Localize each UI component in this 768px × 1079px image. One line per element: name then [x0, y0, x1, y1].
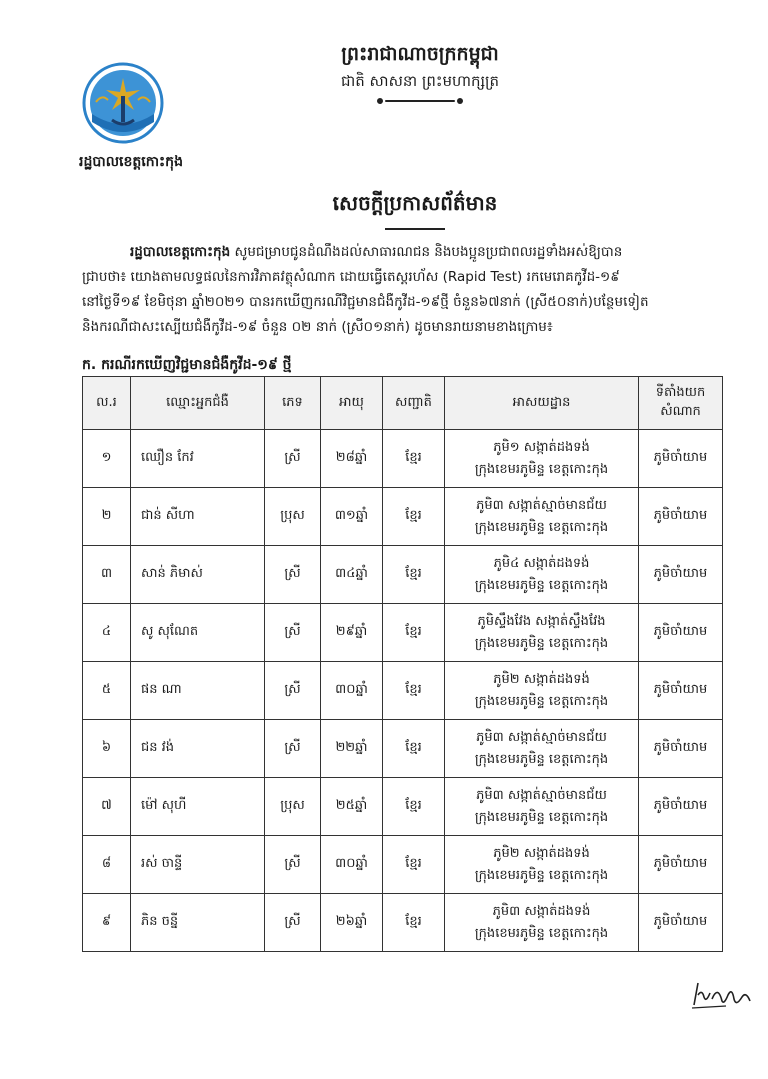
cell-age: ២៦ឆ្នាំ	[321, 894, 383, 952]
cell-name: សាន់ ភិមាស់	[131, 546, 265, 604]
address-line-2: ក្រុងខេមរភូមិន្ទ ខេត្តកោះកុង	[474, 867, 609, 883]
address-line-2: ក្រុងខេមរភូមិន្ទ ខេត្តកោះកុង	[474, 809, 609, 825]
address-line-1: ភូមិ២ សង្កាត់ដងទង់	[493, 671, 590, 687]
cell-name: រស់ ចាន្ទី	[131, 836, 265, 894]
address-line-1: ភូមិ៤ សង្កាត់ដងទង់	[493, 555, 590, 571]
cell-age: ២៩ឆ្នាំ	[321, 604, 383, 662]
table-row	[83, 662, 723, 720]
cell-address	[445, 894, 639, 952]
issuing-authority-label: រដ្ឋបាលខេត្តកោះកុង	[79, 154, 183, 170]
cell-age: ២៥ឆ្នាំ	[321, 778, 383, 836]
header-sample-site-line-2: សំណាក	[660, 404, 701, 419]
cell-sex: ស្រី	[265, 894, 321, 952]
table-row	[83, 894, 723, 952]
cell-sample-site: ភូមិចាំយាម	[639, 894, 723, 952]
kingdom-heading: ព្រះរាជាណាចក្រកម្ពុជា	[341, 43, 499, 65]
heading-ornament	[385, 100, 455, 102]
cell-address	[445, 662, 639, 720]
address-line-1: ភូមិ៣ សង្កាត់ស្មាច់មានជ័យ	[476, 729, 607, 745]
cell-age: ៣០ឆ្នាំ	[321, 836, 383, 894]
header-age: អាយុ	[321, 377, 383, 430]
cell-age: ៣០ឆ្នាំ	[321, 662, 383, 720]
table-row	[83, 546, 723, 604]
cell-sex: ស្រី	[265, 546, 321, 604]
cell-address	[445, 604, 639, 662]
cell-sex: ស្រី	[265, 836, 321, 894]
cell-sex: ស្រី	[265, 720, 321, 778]
address-line-1: ភូមិ៣ សង្កាត់ដងទង់	[492, 903, 591, 919]
cell-no: ៩	[83, 894, 131, 952]
address-line-2: ក្រុងខេមរភូមិន្ទ ខេត្តកោះកុង	[474, 519, 609, 535]
cell-nationality: ខ្មែរ	[383, 720, 445, 778]
table-header-row	[83, 377, 723, 430]
provincial-seal-logo	[82, 62, 164, 144]
address-line-1: ភូមិ២ សង្កាត់ដងទង់	[493, 845, 590, 861]
header-sample-site-line-1: ទីតាំងយក	[655, 385, 706, 400]
address-line-2: ក្រុងខេមរភូមិន្ទ ខេត្តកោះកុង	[474, 925, 609, 941]
table-body	[83, 430, 723, 952]
cell-address	[445, 430, 639, 488]
header-address: អាសយដ្ឋាន	[445, 377, 639, 430]
table-row	[83, 604, 723, 662]
table-row	[83, 488, 723, 546]
cell-address	[445, 778, 639, 836]
address-line-1: ភូមិ១ សង្កាត់ដងទង់	[493, 439, 590, 455]
cell-sample-site: ភូមិចាំយាម	[639, 836, 723, 894]
cell-address	[445, 836, 639, 894]
cell-sex: ប្រុស	[265, 778, 321, 836]
table-row	[83, 720, 723, 778]
cell-sex: ស្រី	[265, 604, 321, 662]
cell-name: ជាន់ សីហា	[131, 488, 265, 546]
cell-sample-site: ភូមិចាំយាម	[639, 720, 723, 778]
cell-name: ភិន ចន្នី	[131, 894, 265, 952]
cell-nationality: ខ្មែរ	[383, 894, 445, 952]
cell-nationality: ខ្មែរ	[383, 604, 445, 662]
cases-table	[82, 376, 723, 952]
document-title: សេចក្តីប្រកាសព័ត៌មាន	[332, 191, 498, 215]
cell-sex: ប្រុស	[265, 488, 321, 546]
address-line-1: ភូមិ៣ សង្កាត់ស្មាច់មានជ័យ	[476, 497, 607, 513]
intro-paragraph	[82, 240, 722, 340]
cell-no: ៣	[83, 546, 131, 604]
cell-age: ២៨ឆ្នាំ	[321, 430, 383, 488]
title-ornament	[385, 228, 445, 230]
cell-name: ឈឿន កែវ	[131, 430, 265, 488]
cell-sample-site: ភូមិចាំយាម	[639, 546, 723, 604]
table-row	[83, 430, 723, 488]
address-line-1: ភូមិស្ទឹងវែង សង្កាត់ស្ទឹងវែង	[477, 613, 606, 629]
table-row	[83, 778, 723, 836]
cell-name: ផន ណា	[131, 662, 265, 720]
address-line-2: ក្រុងខេមរភូមិន្ទ ខេត្តកោះកុង	[474, 693, 609, 709]
intro-line-4: និងករណីជាសះស្បើយជំងឺកូវីដ-១៩ ចំនួន ០២ នាក់ (ស្រី០១នាក់) ដូចមានរាយនាមខាងក្រោម៖	[82, 319, 553, 335]
cell-no: ៥	[83, 662, 131, 720]
cell-address	[445, 546, 639, 604]
national-motto: ជាតិ សាសនា ព្រះមហាក្សត្រ	[340, 72, 500, 90]
address-line-2: ក្រុងខេមរភូមិន្ទ ខេត្តកោះកុង	[474, 577, 609, 593]
cell-sex: ស្រី	[265, 662, 321, 720]
table-row	[83, 836, 723, 894]
cell-name: សូ សុណែត	[131, 604, 265, 662]
cell-nationality: ខ្មែរ	[383, 488, 445, 546]
cell-name: ជន វង់	[131, 720, 265, 778]
cell-address	[445, 720, 639, 778]
cell-sex: ស្រី	[265, 430, 321, 488]
cell-sample-site: ភូមិចាំយាម	[639, 430, 723, 488]
cell-age: ៣៤ឆ្នាំ	[321, 546, 383, 604]
intro-line-2: ជ្រាបថា៖ យោងតាមលទ្ធផលនៃការវិភាគវត្ថុសំណាក ដោយធ្វើតេស្តរហ័ស (Rapid Test) រកមេរោគកូវីដ-១៩	[82, 269, 620, 285]
signature	[688, 975, 758, 1015]
cell-nationality: ខ្មែរ	[383, 836, 445, 894]
intro-line-1: សូមជម្រាបជូនដំណឹងដល់សាធារណជន និងបងប្អូនប្រជាពលរដ្ឋទាំងអស់ឱ្យបាន	[230, 244, 623, 260]
section-heading: ក. ករណីរកឃើញវិជ្ជមានជំងឺកូវីដ-១៩ ថ្មី	[82, 357, 292, 373]
cell-age: ២២ឆ្នាំ	[321, 720, 383, 778]
cell-no: ៧	[83, 778, 131, 836]
cell-age: ៣១ឆ្នាំ	[321, 488, 383, 546]
cell-no: ៤	[83, 604, 131, 662]
cell-no: ២	[83, 488, 131, 546]
cell-nationality: ខ្មែរ	[383, 662, 445, 720]
cell-nationality: ខ្មែរ	[383, 778, 445, 836]
cell-sample-site: ភូមិចាំយាម	[639, 778, 723, 836]
cell-no: ៨	[83, 836, 131, 894]
cell-name: ម៉ៅ សុហី	[131, 778, 265, 836]
address-line-2: ក្រុងខេមរភូមិន្ទ ខេត្តកោះកុង	[474, 751, 609, 767]
cell-no: ១	[83, 430, 131, 488]
intro-line-3: នៅថ្ងៃទី១៩ ខែមិថុនា ឆ្នាំ២០២១ បានរកឃើញករណីវិជ្ជមានជំងឺកូវីដ-១៩ថ្មី ចំនួន៦៧នាក់ (ស្រី៥០នាក់)បន្ថែមទៀត	[82, 294, 649, 310]
cell-address	[445, 488, 639, 546]
cell-nationality: ខ្មែរ	[383, 546, 445, 604]
cell-sample-site: ភូមិចាំយាម	[639, 662, 723, 720]
address-line-2: ក្រុងខេមរភូមិន្ទ ខេត្តកោះកុង	[474, 461, 609, 477]
cell-nationality: ខ្មែរ	[383, 430, 445, 488]
address-line-2: ក្រុងខេមរភូមិន្ទ ខេត្តកោះកុង	[474, 635, 609, 651]
header-no: ល.រ	[83, 377, 131, 430]
cell-no: ៦	[83, 720, 131, 778]
header-nationality: សញ្ជាតិ	[383, 377, 445, 430]
header-sex: ភេទ	[265, 377, 321, 430]
intro-lead: រដ្ឋបាលខេត្តកោះកុង	[130, 244, 231, 260]
cell-sample-site: ភូមិចាំយាម	[639, 604, 723, 662]
address-line-1: ភូមិ៣ សង្កាត់ស្មាច់មានជ័យ	[476, 787, 607, 803]
cell-sample-site: ភូមិចាំយាម	[639, 488, 723, 546]
header-name: ឈ្មោះអ្នកជំងឺ	[131, 377, 265, 430]
header-sample-site	[639, 377, 723, 430]
